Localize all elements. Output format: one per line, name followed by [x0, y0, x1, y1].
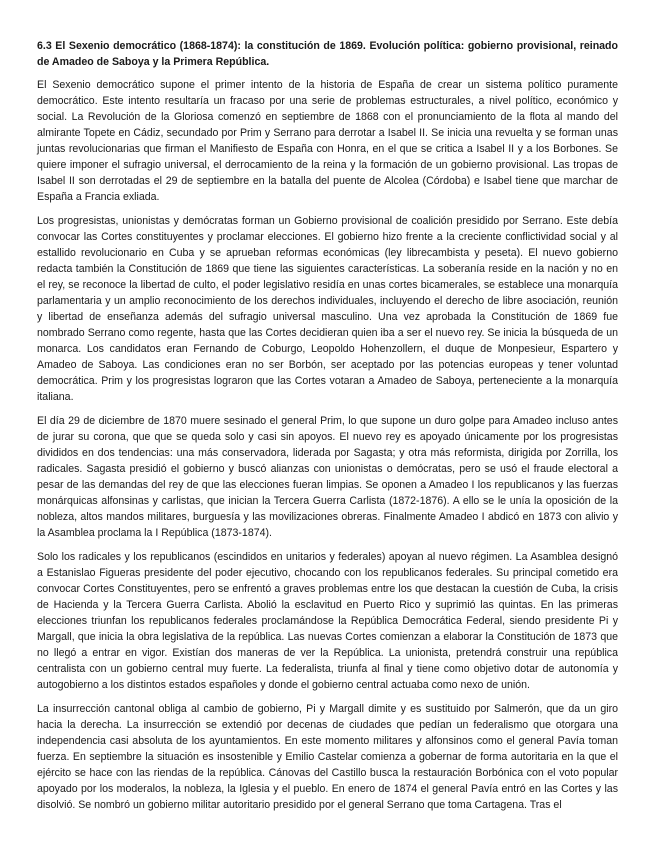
- section-heading: 6.3 El Sexenio democrático (1868-1874): la constitución de 1869. Evolución política: gobierno provisional, reinado de Amadeo de Saboya y la Primera República.: [37, 40, 618, 68]
- document-page: [37, 38, 618, 821]
- paragraph-insurreccion-cantonal: La insurrección cantonal obliga al cambio de gobierno, Pi y Margall dimite y es sustituido por Salmerón, que da un giro hacia la derecha. La insurrección se extendió por decenas de ciudades que pedían un federalismo que otorgara una independencia casi absoluta de los ayuntamientos. En este momento militares y alfonsinos como el general Pavía toman fuerza. En septiembre la situación es insostenible y Emilio Castelar comienza a gobernar de forma autoritaria en la que el ejército se hace con las riendas de la república. Cánovas del Castillo busca la restauración Borbónica con el voto popular apoyado por los moderalos, la nobleza, la Iglesia y el pueblo. En enero de 1874 el general Pavía entró en las Cortes y las disolvió. Se nombró un gobierno militar autoritario presidido por el general Serrano que toma Cartagena. Tras el: [37, 703, 618, 811]
- paragraph-amadeo-saboya: El día 29 de diciembre de 1870 muere sesinado el general Prim, lo que supone un duro golpe para Amadeo incluso antes de jurar su corona, que que se queda solo y casi sin apoyos. El nuevo rey es apoyado únicamente por los progresistas divididos en dos tendencias: una más conservadora, liderada por Sagasta; y otra más reformista, dirigida por Zorrilla, los radicales. Sagasta presidió el gobierno y buscó alianzas con unionistas o demócratas, pero se usó el fraude electoral a pesar de las demandas del rey de que las elecciones fueran limpias. Se oponen a Amadeo I los republicanos y las fuerzas monárquicas alfonsinas y carlistas, que inician la Tercera Guerra Carlista (1872-1876). A ello se le unía la oposición de la nobleza, altos mandos militares, burguesía y las movilizaciones obreras. Finalmente Amadeo I abdicó en 1873 con alivio y la Asamblea proclama la I República (1873-1874).: [37, 415, 618, 539]
- paragraph-primera-republica: Solo los radicales y los republicanos (escindidos en unitarios y federales) apoyan al nuevo régimen. La Asamblea designó a Estanislao Figueras presidente del poder ejecutivo, chocando con los republicanos federales. Su principal cometido era convocar Cortes Constituyentes, pero se enfrentó a graves problemas entre los que destacan la cuestión de Cuba, la crisis de Hacienda y la Tercera Guerra Carlista. Abolió la esclavitud en Puerto Rico y suprimió las quintas. En las primeras elecciones triunfan los republicanos federales proclamándose la República Democrática Federal, siendo presidente Pi y Margall, que inicia la obra legislativa de la república. Las nuevas Cortes comienzan a elaborar la Constitución de 1873 que no llegó a entrar en vigor. Existían dos maneras de ver la República. La unionista, pretendrá construir una república centralista con un gobierno central muy fuerte. La federalista, triunfa al final y tiene como objetivo dotar de autonomía y autogobierno a los distintos estados españoles y donde el gobierno central actuaba como nexo de unión.: [37, 551, 618, 691]
- paragraph-sexenio-intro: El Sexenio democrático supone el primer intento de la historia de España de crear un sistema político puramente democrático. Este intento resultaría un fracaso por una serie de problemas estructurales, a nivel político, económico y social. La Revolución de la Gloriosa comenzó en septiembre de 1868 con el pronunciamiento de la flota al mando del almirante Topete en Cádiz, secundado por Prim y Serrano para derrotar a Isabel II. Se inicia una revuelta y se forman unas juntas revolucionarias que firman el Manifiesto de España con Honra, en el que se critica a Isabel II y a los Borbones. Se quiere imponer el sufragio universal, el derrocamiento de la reina y la formación de un gobierno provisional. Las tropas de Isabel II son derrotadas el 29 de septiembre en la batalla del puente de Alcolea (Córdoba) e Isabel tiene que marchar de España a Francia exliada.: [37, 79, 618, 203]
- paragraph-gobierno-provisional: Los progresistas, unionistas y demócratas forman un Gobierno provisional de coalición presidido por Serrano. Este debía convocar las Cortes constituyentes y proclamar elecciones. El gobierno hizo frente a la creciente conflictividad social y al estallido revolucionario en Cuba y se aprueban reformas económicas (ley librecambista y peseta). El nuevo gobierno redacta también la Constitución de 1869 que tiene las siguientes características. La soberanía reside en la nación y no en el rey, se reconoce la libertad de culto, el poder legislativo residía en unas cortes bicamerales, se establece una monarquía parlamentaria y un amplio reconocimiento de los derechos individuales, incluyendo el derecho de libre asociación, reunión y libertad de enseñanza además del sufragio universal masculino. Una vez aprobada la Constitución de 1869 fue nombrado Serrano como regente, hasta que las Cortes decidieran quien iba a ser el nuevo rey. Se inicia la búsqueda de un monarca. Los candidatos eran Fernando de Coburgo, Leopoldo Hohenzollern, el duque de Monpesieur, Espartero y Amadeo de Saboya. Las condiciones eran no ser Borbón, ser aceptado por las potencias europeas y tener voluntad democrática. Prim y los progresistas lograron que las Cortes votaran a Amadeo de Saboya, perteneciente a la monarquía italiana.: [37, 215, 618, 403]
